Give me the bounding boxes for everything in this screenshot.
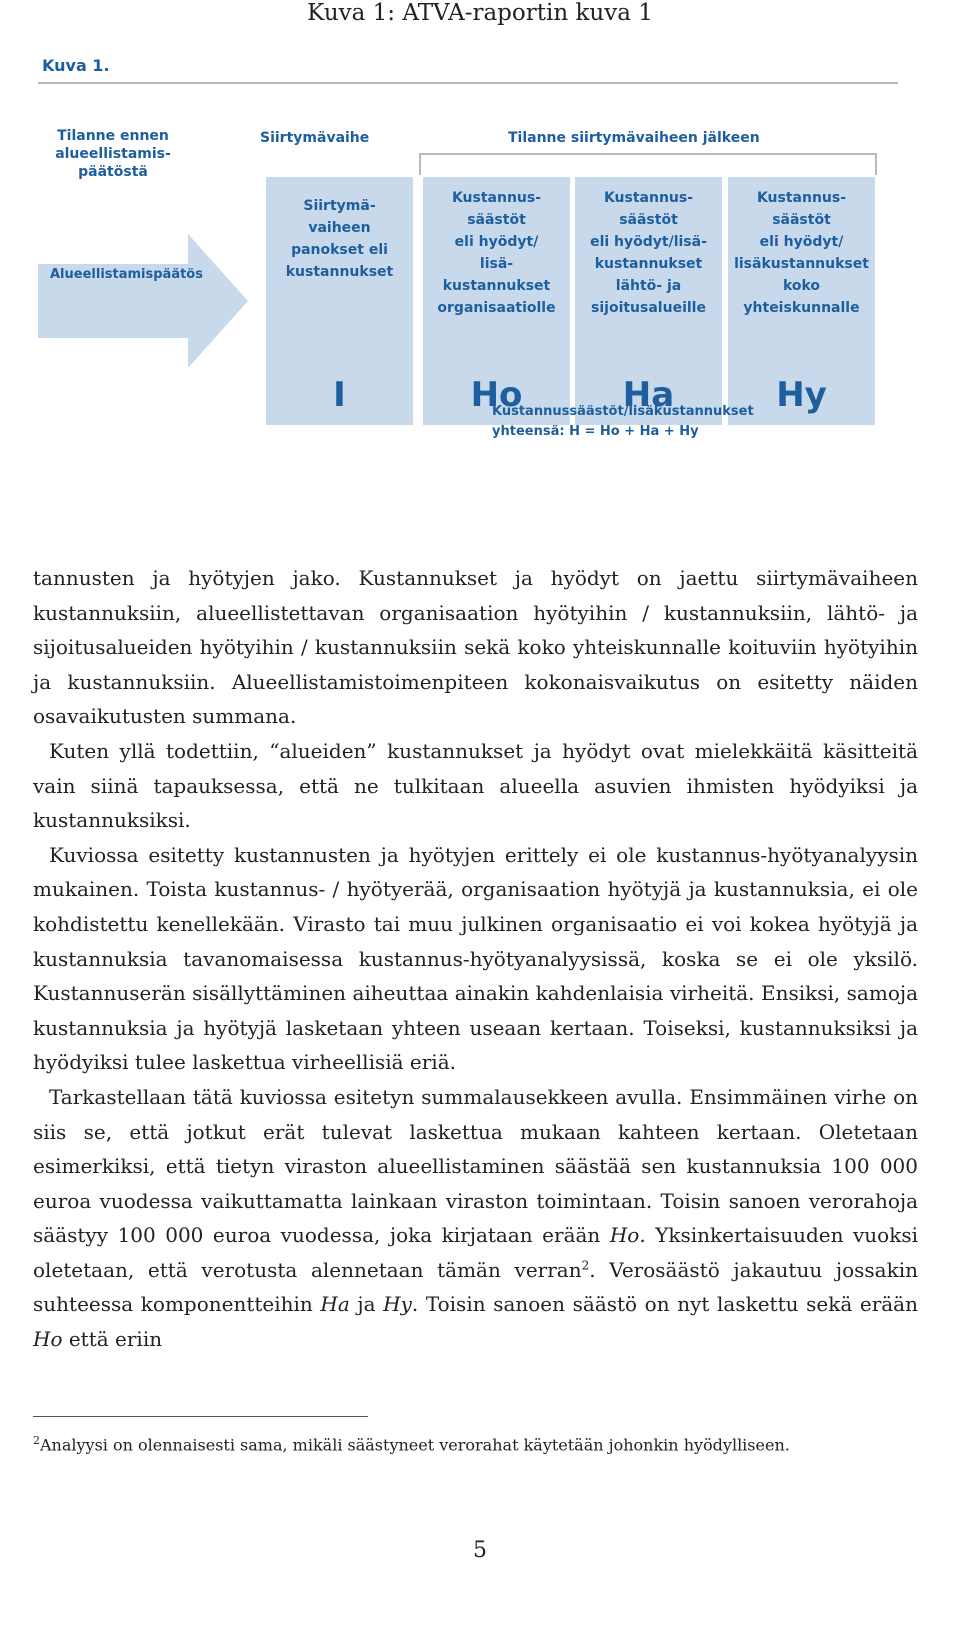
body-text [33,561,918,1357]
symbol-ho: Ho [33,1327,63,1352]
figure-title-rule [38,82,898,84]
box-transition-costs [266,177,413,425]
text-run: . Toisin sanoen säästö on nyt laskettu sekä erään [411,1292,918,1317]
heading-before-decision: Tilanne ennen alueellistamis-päätöstä [55,128,171,180]
text-run: ja [349,1292,384,1317]
heading-after-transition: Tilanne siirtymävaiheen jälkeen [508,130,760,146]
footnote-rule [33,1416,368,1417]
paragraph-2: Kuten yllä todettiin, “alueiden” kustannukset ja hyödyt ovat mielekkäitä käsitteitä vain siinä tapauksessa, että ne tulkitaan alueella asuvien ihmisten hyödyiksi ja kustannuksiksi. [33,738,918,833]
symbol-ho: Ho [609,1223,640,1248]
paragraph-4 [33,1080,918,1357]
box-text: Kustannus- säästöt eli hyödyt/ lisäkustannukset koko yhteiskunnalle [734,190,869,316]
footnote-text: Analyysi on olennaisesti sama, mikäli säästyneet verorahat käytetään johonkin hyödylliseen. [40,1435,790,1455]
heading-transition: Siirtymävaihe [260,130,370,146]
box-letter: Ha [622,375,675,415]
text-run: Tarkastellaan tätä kuviossa esitetyn summalausekkeen avulla. Ensimmäinen virhe on siis se, että jotkut erät tulevat laskettua mukaan kahteen kertaan. Oletetaan esimerkiksi, että tietyn viraston alueellistaminen säästää sen kustannuksia 100 000 euroa vuodessa vaikuttamatta lainkaan viraston toimintaan. Toisin sanoen verorahoja säästyy 100 000 euroa vuodessa, joka kirjataan erään [33,1084,918,1248]
box-letter: Ho [470,375,523,415]
figure-title: Kuva 1. [42,56,110,75]
page-number: 5 [473,1538,487,1563]
footnote [33,1428,918,1458]
footnote-mark: 2 [33,1434,40,1447]
paragraph-3: Kuviossa esitetty kustannusten ja hyötyjen erittely ei ole kustannus-hyötyanalyysin mukainen. Toista kustannus- / hyötyerää, organisaation hyötyjä ja kustannuksia, ei ole kohdistettu kenellekään. Virasto tai muu julkinen organisaatio ei voi kokea hyötyjä ja kustannuksia tavanomaisessa kustannus-hyötyanalyysissä, koska se ei ole yksilö. Kustannuserän sisällyttäminen aiheuttaa ainakin kahdenlaisia virheitä. Ensiksi, samoja kustannuksia ja hyötyjä lasketaan yhteen useaan kertaan. Toiseksi, kustannuksiksi ja hyödyiksi tulee laskettua virheellisiä eriä. [33,842,918,1075]
box-society [728,177,875,425]
symbol-ha: Ha [320,1292,350,1317]
box-letter: I [333,375,346,415]
footnote-mark: 2 [581,1258,590,1273]
box-regions [575,177,722,425]
figure-caption: Kuva 1: ATVA-raportin kuva 1 [307,0,653,26]
paragraph-1: tannusten ja hyötyjen jako. Kustannukset ja hyödyt on jaettu siirtymävaiheen kustannuksiin, alueellistettavan organisaation hyötyihin / kustannuksiin, lähtö- ja sijoitusalueiden hyötyihin / kustannuksiin sekä koko yhteiskunnalle koituviin hyötyihin ja kustannuksiin. Alueellistamistoimenpiteen kokonaisvaikutus on esitetty näiden osavaikutusten summana. [33,566,918,729]
figure [38,52,898,472]
box-text: Kustannus- säästöt eli hyödyt/ lisä- kustannukset organisaatiolle [437,190,556,316]
text-run: . Yksinkertaisuuden vuoksi oletetaan, että verotusta alennetaan tämän verran [33,1223,918,1282]
decision-arrow-icon [38,234,248,368]
figure-summary: Kustannussäästöt/lisäkustannukset yhteensä: H = Ho + Ha + Hy [492,404,754,439]
box-text: Kustannus- säästöt eli hyödyt/lisä- kustannukset lähtö- ja sijoitusalueille [590,190,707,316]
after-transition-bracket [419,153,877,175]
arrow-label: Alueellistamispäätös [50,267,203,282]
symbol-hy: Hy [383,1292,412,1317]
text-run: että eriin [62,1327,163,1352]
box-organisation [423,177,570,425]
box-text: Siirtymä- vaiheen panokset eli kustannukset [285,198,394,280]
text-run: . Verosäästö jakautuu jossakin suhteessa komponentteihin [33,1257,918,1317]
box-letter: Hy [776,375,827,415]
